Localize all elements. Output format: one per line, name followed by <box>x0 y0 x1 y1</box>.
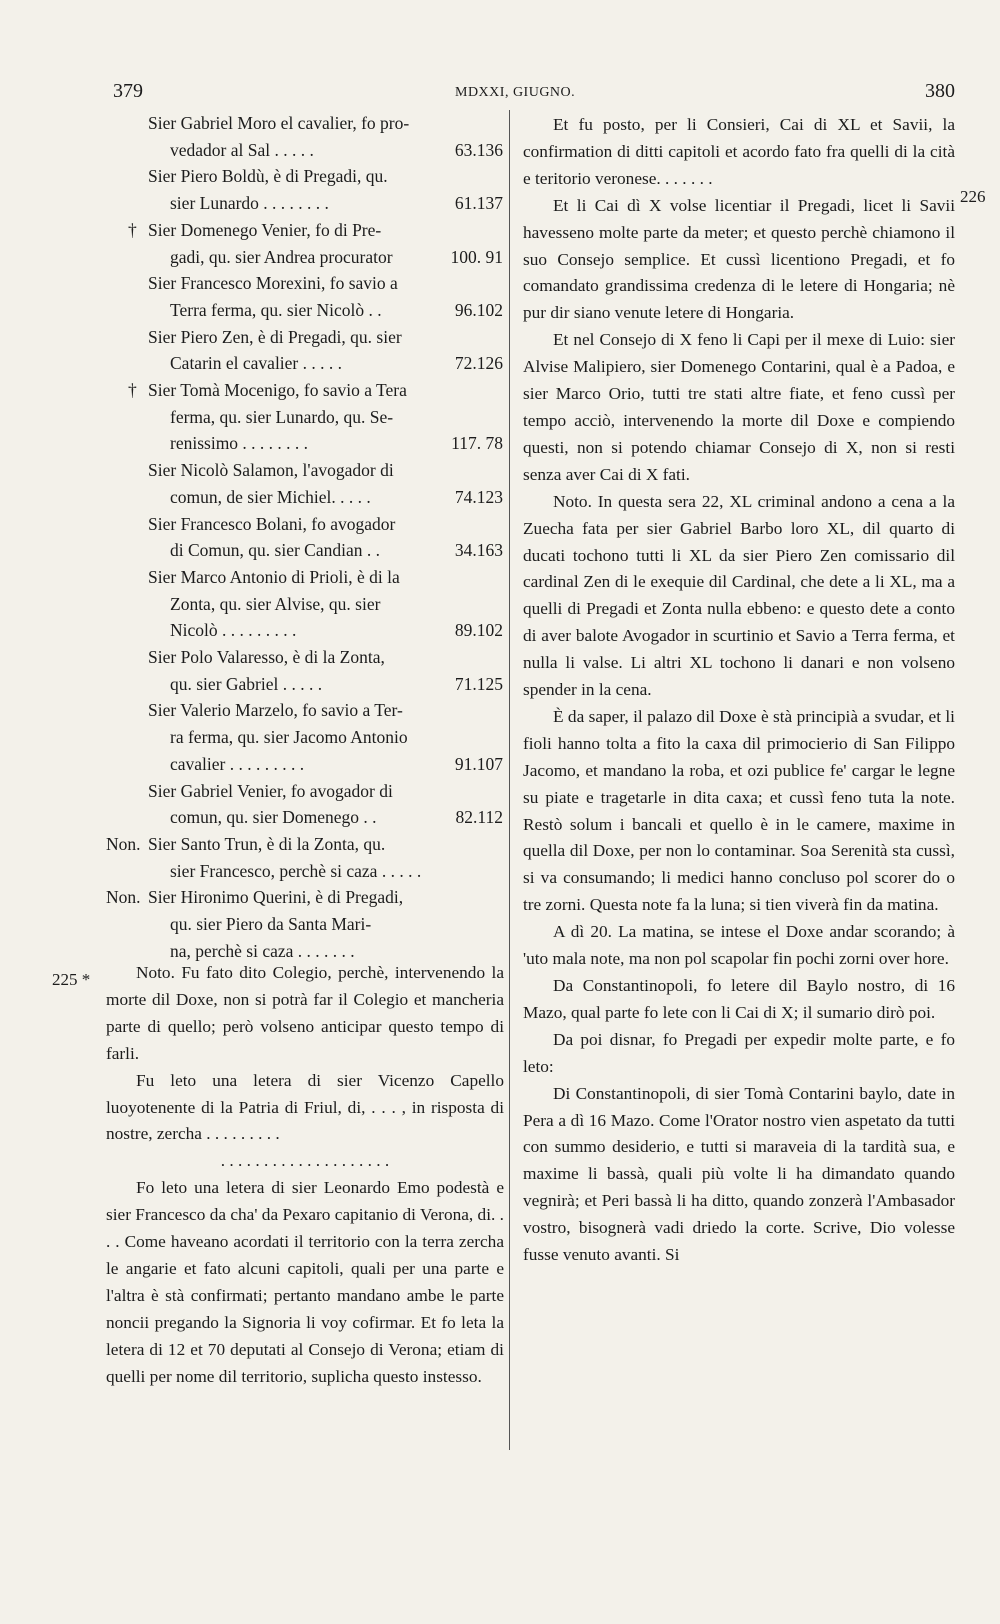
entry-line: Zonta, qu. sier Alvise, qu. sier <box>170 593 381 614</box>
vote-score: 96.102 <box>454 299 503 320</box>
vote-score: 71.125 <box>454 673 503 694</box>
election-entry <box>88 457 503 510</box>
entry-line: ferma, qu. sier Lunardo, qu. Se- <box>170 406 394 427</box>
paragraph: Da Constantinopoli, fo letere dil Baylo nostro, di 16 Mazo, qual parte fo lete con li Cai di X; il sumario dirò poi. <box>523 976 955 1022</box>
election-entry <box>88 110 503 163</box>
column-divider <box>509 110 510 1450</box>
entry-line: Sier Tomà Mocenigo, fo savio a Tera <box>148 380 407 401</box>
paragraph: Noto. In questa sera 22, XL criminal andono a cena a la Zuecha fata per sier Gabriel Barbo loro XL, dil quarto di ducati tochono tutti li XL da sier Piero Zen comissario dil cardinal Zen di le exequie dil Cardinal, che dete a li XL, ma a quelli di Pregadi et Zonta nulla ebbeno: e questo dete a conto di aver balote Avogador in scurtinio et Savio a Terra ferma, et nulla li valse. Li altri XL tochono li danari e non volseno spender in la cena. <box>523 491 955 700</box>
dagger-mark: † <box>128 219 137 240</box>
election-entry <box>88 697 503 777</box>
vote-score: 82.112 <box>455 807 503 828</box>
election-entry <box>88 324 503 377</box>
vote-score: 117. 78 <box>451 433 503 454</box>
paragraph: Fu leto una letera di sier Vicenzo Capello luoyotenente di la Patria di Friul, di, . . . , in risposta di nostre, zercha . . . . . . . . . <box>106 1070 504 1144</box>
election-entry <box>88 831 503 884</box>
entry-line: sier Francesco, perchè si caza . . . . . <box>170 860 422 881</box>
running-title: MDXXI, GIUGNO. <box>455 85 576 100</box>
non-mark: Non. <box>106 887 141 908</box>
margin-number-right: 226 <box>960 187 986 206</box>
entry-line: Sier Gabriel Moro el cavalier, fo pro- <box>148 113 410 133</box>
vote-score: 89.102 <box>454 620 503 641</box>
entry-line: renissimo . . . . . . . . <box>170 433 309 454</box>
vote-score: 34.163 <box>454 540 503 561</box>
entry-line: Sier Francesco Morexini, fo savio a <box>148 273 398 294</box>
election-entry <box>88 884 503 964</box>
paragraph: Noto. Fu fato dito Colegio, perchè, intervenendo la morte dil Doxe, non si potrà far il Colegio et mancheria parte di quello; però volseno anticipar questo tempo di farli. <box>106 963 504 1063</box>
vote-score: 61.137 <box>454 193 503 214</box>
entry-line: Sier Piero Zen, è di Pregadi, qu. sier <box>148 326 402 347</box>
left-prose <box>106 960 504 1391</box>
election-entry <box>88 377 503 457</box>
vote-score: 100. 91 <box>450 246 503 267</box>
entry-line: Sier Francesco Bolani, fo avogador <box>148 513 396 534</box>
paragraph: Et fu posto, per li Consieri, Cai di XL et Savii, la confirmation di ditti capitoli et acordo fato fra quelli di la cità e teritorio veronese. . . . . . . <box>523 115 955 188</box>
entry-line: cavalier . . . . . . . . . <box>170 753 305 774</box>
entry-line: Sier Piero Boldù, è di Pregadi, qu. <box>148 166 388 187</box>
dotted-line: . . . . . . . . . . . . . . . . . . . . <box>220 1151 390 1171</box>
election-entry <box>88 644 503 697</box>
entry-line: Sier Nicolò Salamon, l'avogador di <box>148 460 394 481</box>
vote-score: 74.123 <box>454 486 503 507</box>
paragraph: Da poi disnar, fo Pregadi per expedir molte parte, e fo leto: <box>523 1029 955 1076</box>
paragraph: A dì 20. La matina, se intese el Doxe andar scorando; à 'uto mala note, ma non pol scapolar fin pochi zorni over hore. <box>523 922 955 969</box>
entry-line: qu. sier Gabriel . . . . . <box>170 673 323 694</box>
entry-line: gadi, qu. sier Andrea procurator <box>170 246 393 267</box>
election-entry <box>88 270 503 323</box>
entry-line: qu. sier Piero da Santa Mari- <box>170 914 372 935</box>
election-entry <box>88 778 503 831</box>
entry-line: Sier Gabriel Venier, fo avogador di <box>148 780 393 801</box>
paragraph: Fo leto una letera di sier Leonardo Emo podestà e sier Francesco da cha' da Pexaro capitanio di Verona, di. . . . Come haveano acordati il territorio con la terra zercha le angarie et fato alcuni capitoli, quali per una parte e l'altra è stà confirmati; pertanto mandano ambe le parte noncii pregando la Signoria li voy cofirmar. Et fo leta la letera di 12 et 70 deputati al Consejo di Verona; etiam di quelli per nome dil territorio, suplicha questo instesso. <box>106 1178 504 1386</box>
election-entry <box>88 217 503 270</box>
right-column <box>523 112 955 1269</box>
entry-line: Terra ferma, qu. sier Nicolò . . <box>170 299 382 320</box>
entry-line: Sier Valerio Marzelo, fo savio a Ter- <box>148 700 403 721</box>
entry-line: vedador al Sal . . . . . <box>170 139 314 160</box>
entry-line: na, perchè si caza . . . . . . . <box>170 940 355 961</box>
paragraph: Et nel Consejo di X feno li Capi per il mexe di Luio: sier Alvise Malipiero, sier Domenego Contarini, qual è a Padoa, e sier Marco Orio, tutti tre stati altre fiate, et feno cussì per tempo acciò, intervenendo la morte dil Doxe e compiendo questi, non si potendo chiamar Consejo di X, non si resti senza aver Cai di X fati. <box>523 330 955 484</box>
election-entry <box>88 564 503 644</box>
entry-line: di Comun, qu. sier Candian . . <box>170 540 380 561</box>
entry-line: Sier Marco Antonio di Prioli, è di la <box>148 566 400 587</box>
entry-line: Sier Domenego Venier, fo di Pre- <box>148 219 382 240</box>
paragraph: Et li Cai dì X volse licentiar il Pregadi, licet li Savii havesseno molte parte da meter; et questo perchè chiamono il suo Consejo semplice. Et cussì licentiono Pregadi, et fo comandato grandissima credenza di le letere di Hongaria; nè pur dir siano venute letere di Hongaria. <box>523 195 955 323</box>
page-number-left: 379 <box>113 80 143 102</box>
non-mark: Non. <box>106 833 141 854</box>
entry-line: sier Lunardo . . . . . . . . <box>170 193 329 214</box>
election-entry <box>88 163 503 216</box>
entry-line: Nicolò . . . . . . . . . <box>170 620 297 641</box>
paragraph: Di Constantinopoli, di sier Tomà Contarini baylo, date in Pera a dì 16 Mazo. Come l'Orator nostro vien aspetato da tutti con summo desiderio, e tutti si maraveia di la tardità sua, e maxime li bassà, quali più volte li ha dimandato quando vegnirà; et Peri bassà li ha ditto, quando zonzerà l'Ambasador vostro, bisognerà vadi driedo la corte. Scrive, Dio volesse fusse venuto avanti. Si <box>523 1083 955 1265</box>
entry-line: comun, qu. sier Domenego . . <box>170 807 377 828</box>
entry-line: Sier Hironimo Querini, è di Pregadi, <box>148 887 404 908</box>
vote-score: 72.126 <box>454 353 503 374</box>
entry-line: Sier Santo Trun, è di la Zonta, qu. <box>148 833 386 854</box>
vote-score: 63.136 <box>454 139 503 160</box>
entry-line: ra ferma, qu. sier Jacomo Antonio <box>170 727 408 748</box>
entry-line: comun, de sier Michiel. . . . . <box>170 486 371 507</box>
page-number-right: 380 <box>925 80 955 102</box>
entry-line: Catarin el cavalier . . . . . <box>170 353 343 374</box>
dagger-mark: † <box>128 380 137 401</box>
paragraph: È da saper, il palazo dil Doxe è stà principià a svudar, et li fioli hanno tolta a fito la caxa dil primocierio di San Filippo Jacomo, et mandano la roba, et ozi publice fe' cargar le legne su piate e tragetarle in dita caxa; et cussì feno tuta la note. Restò solum i bancali et quello è in le camere, maxime in quella dil Doxe, per non lo contaminar. Soa Serenità sta cussì, si va consumando; li medici hanno concluso pol scorer do o tre zorni. Questa note fa la luna; si tien viverà fin da matina. <box>523 706 955 915</box>
entry-line: Sier Polo Valaresso, è di la Zonta, <box>148 647 385 668</box>
margin-number-left: 225 * <box>52 970 91 989</box>
election-entry <box>88 511 503 564</box>
election-list <box>88 110 503 965</box>
vote-score: 91.107 <box>454 753 503 774</box>
